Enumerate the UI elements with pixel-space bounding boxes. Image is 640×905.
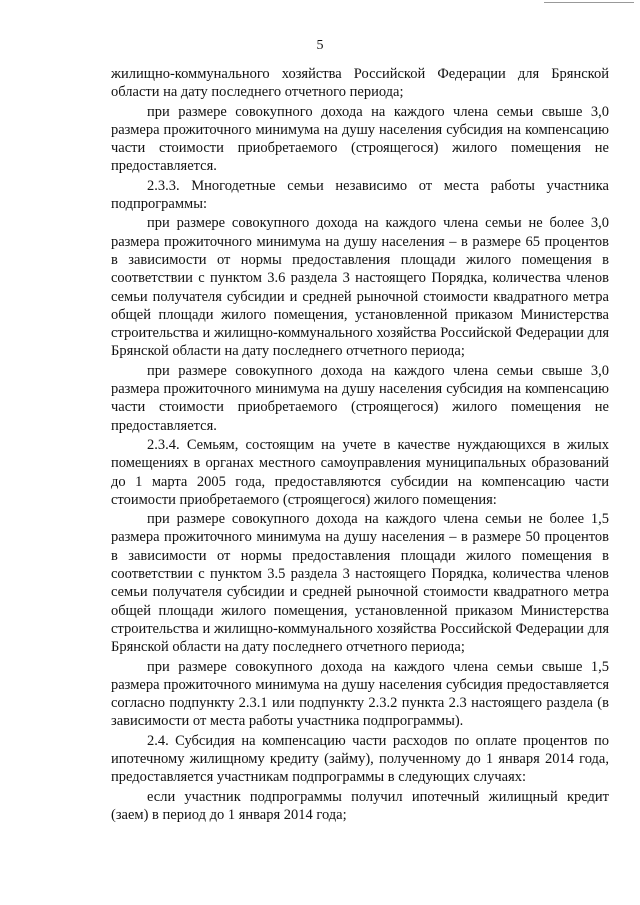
paragraph: при размере совокупного дохода на каждого члена семьи не более 1,5 размера прожиточного минимума на душу населения – в размере 50 процентов в зависимости от нормы предоставления площади жилого помещения в соответствии с пунктом 3.5 раздела 3 настоящего Порядка, количества членов семьи получателя субсидии и средней рыночной стоимости квадратного метра общей площади жилого помещения, установленной приказом Министерства строительства и жилищно-коммунального хозяйства Российской Федерации для Брянской области на дату последнего отчетного периода; [111,511,609,656]
paragraph: при размере совокупного дохода на каждого члена семьи свыше 3,0 размера прожиточного минимума на душу населения субсидия на компенсацию части стоимости приобретаемого (строящегося) жилого помещения не предоставляется. [111,362,609,434]
document-body [111,65,609,825]
paragraph: при размере совокупного дохода на каждого члена семьи свыше 1,5 размера прожиточного минимума на душу населения субсидия предоставляется согласно подпункту 2.3.1 или подпункту 2.3.2 пункта 2.3 настоящего раздела (в зависимости от места работы участника подпрограммы). [111,658,609,730]
paragraph: 2.3.4. Семьям, состоящим на учете в качестве нуждающихся в жилых помещениях в органах местного самоуправления муниципальных образований до 1 марта 2005 года, предоставляются субсидии на компенсацию части стоимости приобретаемого (строящегося) жилого помещения: [111,436,609,508]
paragraph: если участник подпрограммы получил ипотечный жилищный кредит (заем) в период до 1 января 2014 года; [111,788,609,823]
paragraph: 2.3.3. Многодетные семьи независимо от места работы участника подпрограммы: [111,177,609,213]
paragraph: 2.4. Субсидия на компенсацию части расходов по оплате процентов по ипотечному жилищному кредиту (займу), полученному до 1 января 2014 года, предоставляется участникам подпрограммы в следующих случаях: [111,732,609,786]
paragraph: жилищно-коммунального хозяйства Российской Федерации для Брянской области на дату последнего отчетного периода; [111,66,609,101]
paragraph: при размере совокупного дохода на каждого члена семьи свыше 3,0 размера прожиточного минимума на душу населения субсидия на компенсацию части стоимости приобретаемого (строящегося) жилого помещения не предоставляется. [111,103,609,175]
page-number: 5 [316,38,324,53]
paragraph: при размере совокупного дохода на каждого члена семьи не более 3,0 размера прожиточного минимума на душу населения – в размере 65 процентов в зависимости от нормы предоставления площади жилого помещения в соответствии с пунктом 3.6 раздела 3 настоящего Порядка, количества членов семьи получателя субсидии и средней рыночной стоимости квадратного метра общей площади жилого помещения, установленной приказом Министерства строительства и жилищно-коммунального хозяйства Российской Федерации для Брянской области на дату последнего отчетного периода; [111,215,609,360]
top-edge-line [544,2,634,3]
